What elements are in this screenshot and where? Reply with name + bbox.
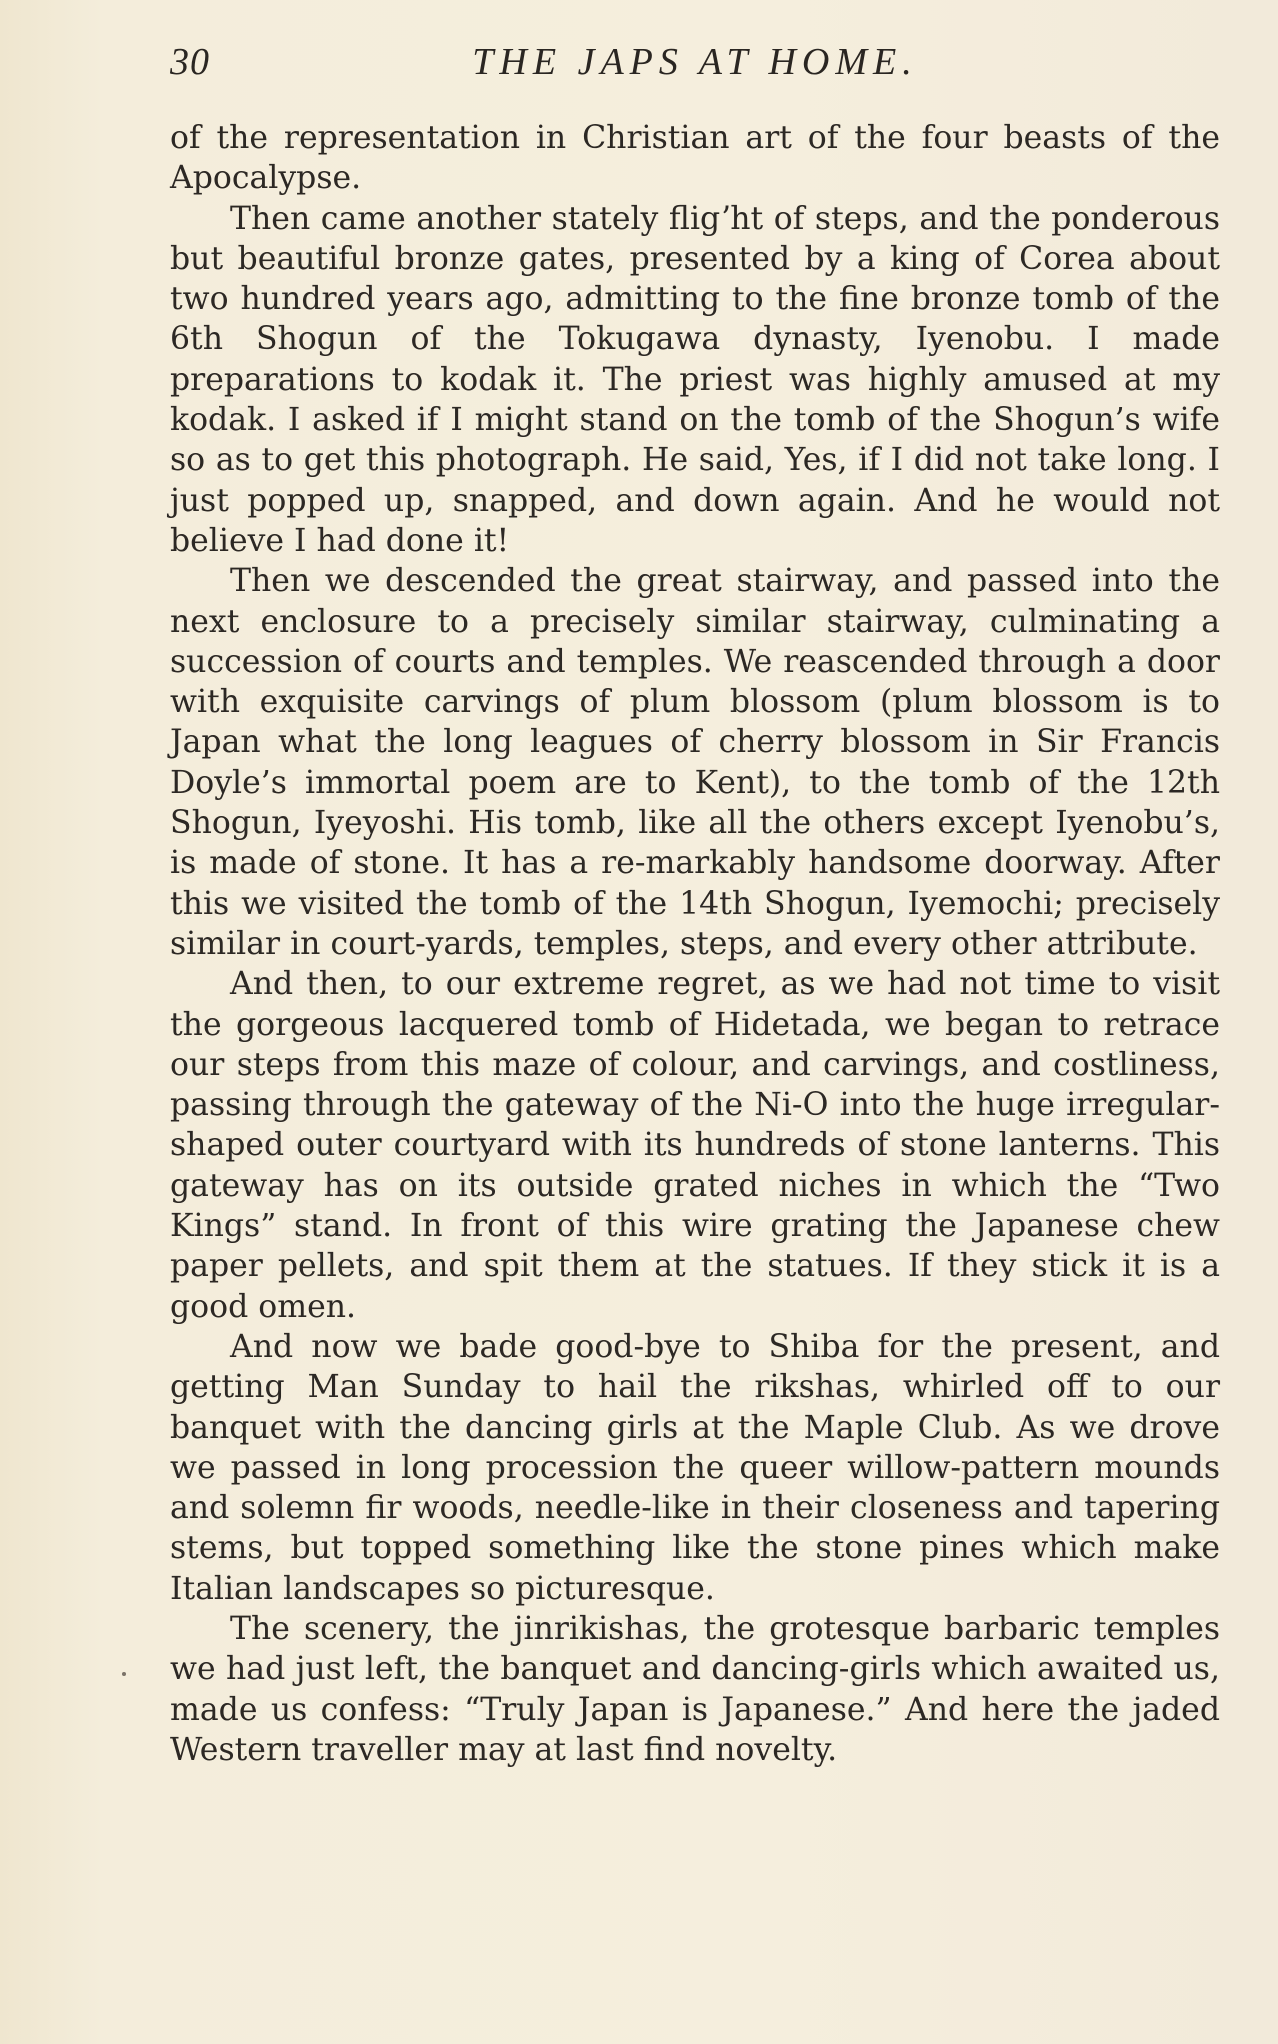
paragraph: Then came another stately fligʼht of steps, and the ponderous but beautiful bronze gates, presented by a king of Corea about two hundred years ago, admitting to the fine bronze tomb of the 6th Shogun of the Tokugawa dynasty, Iyenobu. I made preparations to kodak it. The priest was highly amused at my kodak. I asked if I might stand on the tomb of the Shogun’s wife so as to get this photograph. He said, Yes, if I did not take long. I just popped up, snapped, and down again. And he would not believe I had done it! bbox=[170, 200, 1220, 559]
margin-speck bbox=[122, 1672, 126, 1676]
running-title: THE JAPS AT HOME. bbox=[472, 41, 918, 83]
paragraph: Then we descended the great stairway, and passed into the next enclosure to a precisely similar stairway, culminating a succession of courts and temples. We reascended through a door with exquisite carvings of plum blossom (plum blossom is to Japan what the long leagues of cherry blossom in Sir Francis Doyle’s immortal poem are to Kent), to the tomb of the 12th Shogun, Iyeyoshi. His tomb, like all the others except Iyenobu’s, is made of stone. It has a re-markably handsome doorway. After this we visited the tomb of the 14th Shogun, Iyemochi; precisely similar in court-yards, temples, steps, and every other attribute. bbox=[170, 563, 1220, 962]
page-header bbox=[170, 40, 1220, 100]
page-number: 30 bbox=[170, 41, 210, 83]
paragraph: The scenery, the jinrikishas, the grotesque barbaric temples we had just left, the banquet and dancing-girls which awaited us, made us confess: “Truly Japan is Japanese.” And here the jaded Western traveller may at last find novelty. bbox=[170, 1610, 1220, 1768]
paragraph: And now we bade good-bye to Shiba for the present, and getting Man Sunday to hail the rikshas, whirled off to our banquet with the dancing girls at the Maple Club. As we drove we passed in long procession the queer willow-pattern mounds and solemn fir woods, needle-like in their closeness and tapering stems, but topped something like the stone pines which make Italian landscapes so picturesque. bbox=[170, 1328, 1220, 1607]
body-text bbox=[170, 118, 1220, 1770]
paragraph: of the representation in Christian art of the four beasts of the Apocalypse. bbox=[170, 120, 1220, 197]
paragraph: And then, to our extreme regret, as we had not time to visit the gorgeous lacquered tomb of Hidetada, we began to retrace our steps from this maze of colour, and carvings, and costliness, passing through the gateway of the Ni-O into the huge irregular-shaped outer courtyard with its hundreds of stone lanterns. This gateway has on its outside grated niches in which the “Two Kings” stand. In front of this wire grating the Japanese chew paper pellets, and spit them at the statues. If they stick it is a good omen. bbox=[170, 966, 1220, 1325]
